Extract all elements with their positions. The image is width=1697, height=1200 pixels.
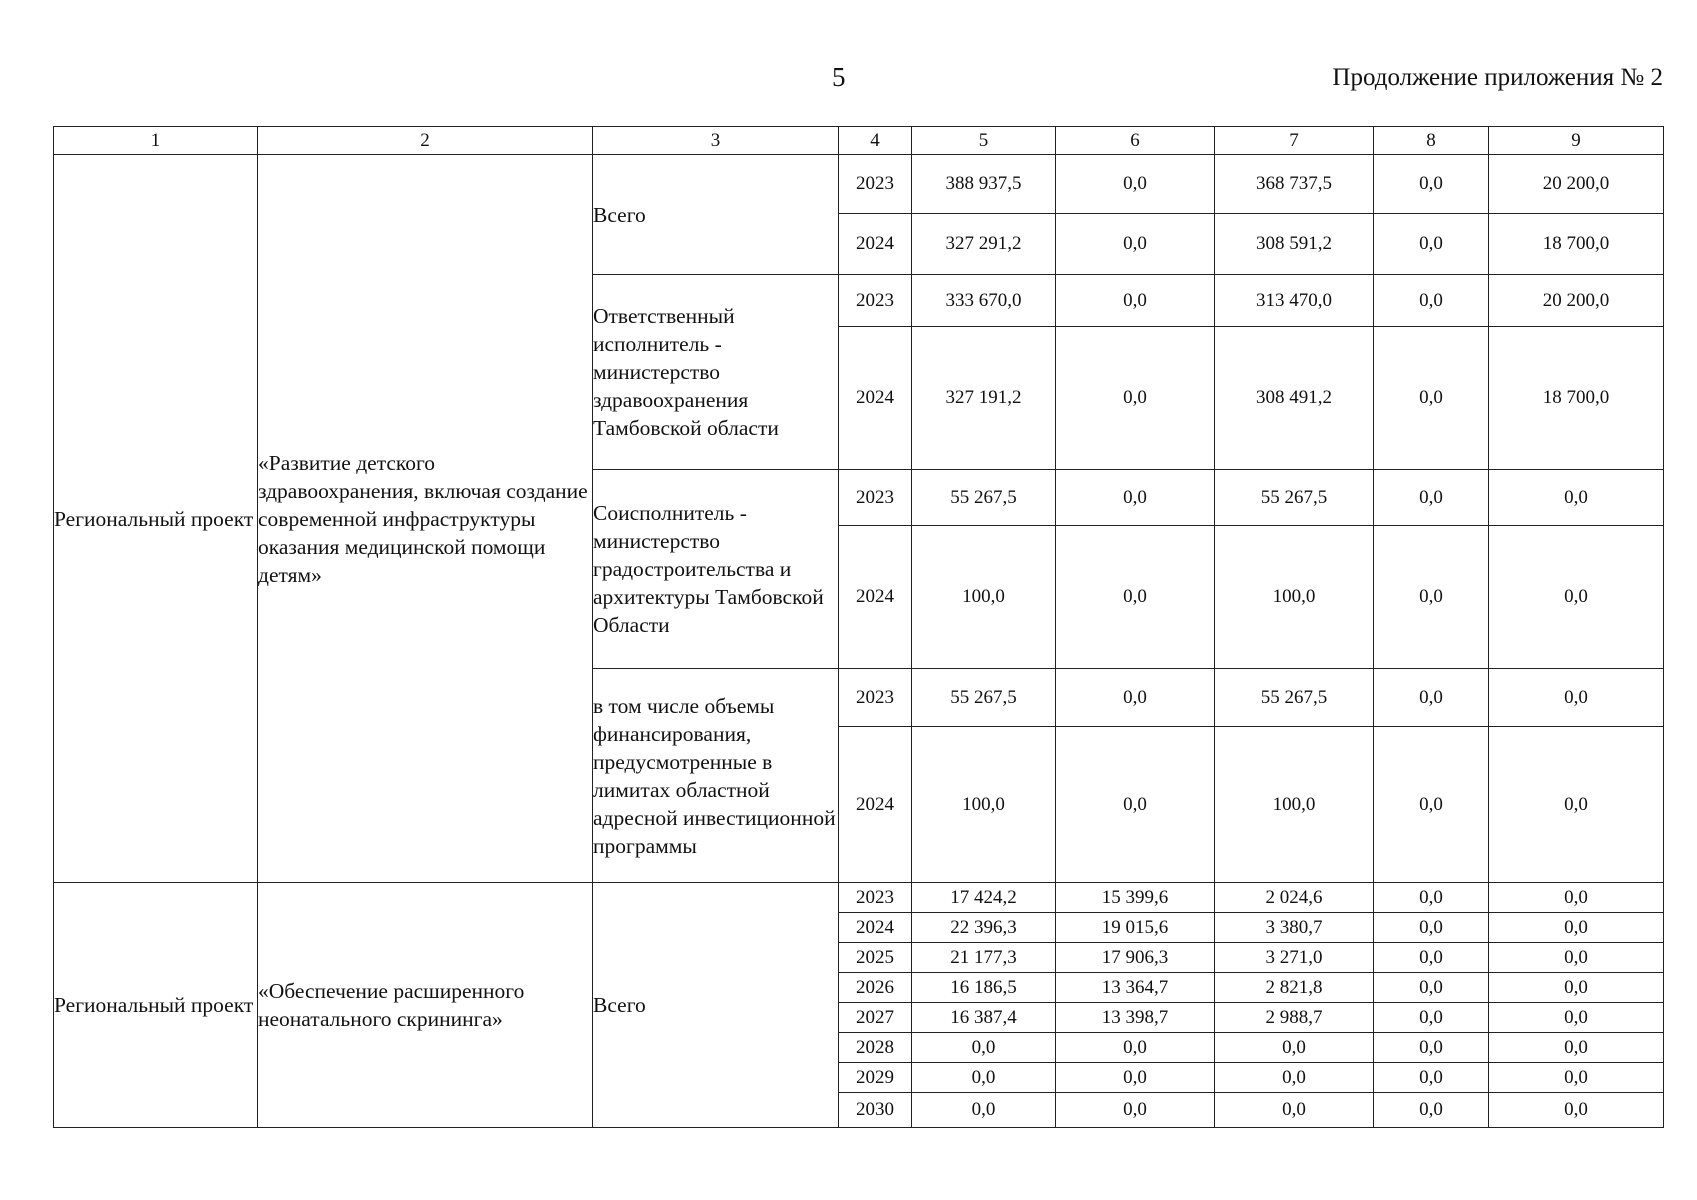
column-header: 2: [258, 127, 593, 155]
value-cell: 15 399,6: [1056, 883, 1215, 913]
value-cell: 0,0: [1374, 526, 1489, 669]
value-cell: 20 200,0: [1489, 275, 1664, 327]
year-cell: 2023: [839, 669, 912, 727]
value-cell: 0,0: [1056, 727, 1215, 883]
value-cell: 0,0: [1489, 973, 1664, 1003]
page-number: 5: [832, 62, 846, 92]
year-cell: 2026: [839, 973, 912, 1003]
value-cell: 100,0: [912, 727, 1056, 883]
value-cell: 18 700,0: [1489, 214, 1664, 275]
value-cell: 0,0: [1374, 1063, 1489, 1093]
value-cell: 368 737,5: [1215, 155, 1374, 214]
value-cell: 327 291,2: [912, 214, 1056, 275]
value-cell: 308 591,2: [1215, 214, 1374, 275]
value-cell: 0,0: [1374, 943, 1489, 973]
value-cell: 22 396,3: [912, 913, 1056, 943]
value-cell: 0,0: [1374, 883, 1489, 913]
value-cell: 100,0: [1215, 727, 1374, 883]
project-name: «Развитие детского здравоохранения, включая создание современной инфраструктуры оказания медицинской помощи детям»: [258, 155, 593, 883]
budget-table: [53, 126, 1664, 1128]
value-cell: 0,0: [1489, 470, 1664, 526]
value-cell: 0,0: [1489, 727, 1664, 883]
executor-label: Всего: [593, 155, 839, 275]
year-cell: 2024: [839, 214, 912, 275]
value-cell: 2 821,8: [1215, 973, 1374, 1003]
value-cell: 0,0: [1215, 1093, 1374, 1128]
appendix-continuation-title: Продолжение приложения № 2: [1332, 64, 1663, 91]
value-cell: 0,0: [1374, 155, 1489, 214]
project-name: «Обеспечение расширенного неонатального скрининга»: [258, 883, 593, 1128]
value-cell: 0,0: [1215, 1063, 1374, 1093]
year-cell: 2030: [839, 1093, 912, 1128]
value-cell: 308 491,2: [1215, 327, 1374, 470]
value-cell: 0,0: [1215, 1033, 1374, 1063]
executor-label: Соисполнитель - министерство градостроительства и архитектуры Тамбовской Области: [593, 470, 839, 669]
value-cell: 0,0: [1056, 327, 1215, 470]
value-cell: 0,0: [1374, 727, 1489, 883]
value-cell: 55 267,5: [912, 470, 1056, 526]
value-cell: 19 015,6: [1056, 913, 1215, 943]
value-cell: 0,0: [1489, 883, 1664, 913]
project-type: Региональный проект: [54, 883, 258, 1128]
table-row: [54, 155, 1664, 214]
column-header: 1: [54, 127, 258, 155]
value-cell: 0,0: [1489, 526, 1664, 669]
year-cell: 2028: [839, 1033, 912, 1063]
value-cell: 0,0: [1056, 1063, 1215, 1093]
value-cell: 18 700,0: [1489, 327, 1664, 470]
value-cell: 2 024,6: [1215, 883, 1374, 913]
value-cell: 0,0: [1374, 913, 1489, 943]
year-cell: 2029: [839, 1063, 912, 1093]
value-cell: 16 387,4: [912, 1003, 1056, 1033]
column-header: 8: [1374, 127, 1489, 155]
value-cell: 100,0: [912, 526, 1056, 669]
value-cell: 0,0: [1056, 1093, 1215, 1128]
value-cell: 55 267,5: [912, 669, 1056, 727]
column-number-row: [54, 127, 1664, 155]
year-cell: 2023: [839, 155, 912, 214]
value-cell: 20 200,0: [1489, 155, 1664, 214]
executor-label: в том числе объемы финансирования, предусмотренные в лимитах областной адресной инвестиционной программы: [593, 669, 839, 883]
year-cell: 2027: [839, 1003, 912, 1033]
value-cell: 327 191,2: [912, 327, 1056, 470]
value-cell: 0,0: [1489, 1033, 1664, 1063]
value-cell: 0,0: [912, 1033, 1056, 1063]
value-cell: 55 267,5: [1215, 669, 1374, 727]
value-cell: 13 398,7: [1056, 1003, 1215, 1033]
year-cell: 2023: [839, 275, 912, 327]
value-cell: 0,0: [1056, 1033, 1215, 1063]
year-cell: 2024: [839, 727, 912, 883]
value-cell: 0,0: [1056, 470, 1215, 526]
year-cell: 2023: [839, 470, 912, 526]
value-cell: 0,0: [1374, 1093, 1489, 1128]
year-cell: 2024: [839, 526, 912, 669]
value-cell: 17 424,2: [912, 883, 1056, 913]
value-cell: 388 937,5: [912, 155, 1056, 214]
executor-label: Ответственный исполнитель - министерство здравоохранения Тамбовской области: [593, 275, 839, 470]
value-cell: 333 670,0: [912, 275, 1056, 327]
value-cell: 0,0: [912, 1093, 1056, 1128]
value-cell: 3 380,7: [1215, 913, 1374, 943]
column-header: 9: [1489, 127, 1664, 155]
value-cell: 0,0: [1489, 943, 1664, 973]
column-header: 3: [593, 127, 839, 155]
value-cell: 16 186,5: [912, 973, 1056, 1003]
value-cell: 13 364,7: [1056, 973, 1215, 1003]
value-cell: 100,0: [1215, 526, 1374, 669]
value-cell: 0,0: [1056, 275, 1215, 327]
value-cell: 2 988,7: [1215, 1003, 1374, 1033]
column-header: 4: [839, 127, 912, 155]
year-cell: 2023: [839, 883, 912, 913]
value-cell: 0,0: [1489, 913, 1664, 943]
executor-label: Всего: [593, 883, 839, 1128]
value-cell: 0,0: [1374, 275, 1489, 327]
project-type: Региональный проект: [54, 155, 258, 883]
value-cell: 21 177,3: [912, 943, 1056, 973]
value-cell: 0,0: [1489, 1093, 1664, 1128]
value-cell: 0,0: [1489, 1003, 1664, 1033]
value-cell: 0,0: [1374, 1003, 1489, 1033]
value-cell: 0,0: [1374, 470, 1489, 526]
value-cell: 0,0: [1374, 1033, 1489, 1063]
value-cell: 0,0: [1056, 526, 1215, 669]
value-cell: 313 470,0: [1215, 275, 1374, 327]
value-cell: 3 271,0: [1215, 943, 1374, 973]
year-cell: 2024: [839, 913, 912, 943]
value-cell: 0,0: [912, 1063, 1056, 1093]
year-cell: 2025: [839, 943, 912, 973]
value-cell: 55 267,5: [1215, 470, 1374, 526]
value-cell: 17 906,3: [1056, 943, 1215, 973]
year-cell: 2024: [839, 327, 912, 470]
value-cell: 0,0: [1374, 973, 1489, 1003]
value-cell: 0,0: [1056, 155, 1215, 214]
value-cell: 0,0: [1056, 669, 1215, 727]
value-cell: 0,0: [1489, 669, 1664, 727]
table-row: [54, 883, 1664, 913]
value-cell: 0,0: [1374, 669, 1489, 727]
column-header: 5: [912, 127, 1056, 155]
value-cell: 0,0: [1056, 214, 1215, 275]
column-header: 7: [1215, 127, 1374, 155]
value-cell: 0,0: [1374, 327, 1489, 470]
value-cell: 0,0: [1489, 1063, 1664, 1093]
value-cell: 0,0: [1374, 214, 1489, 275]
column-header: 6: [1056, 127, 1215, 155]
